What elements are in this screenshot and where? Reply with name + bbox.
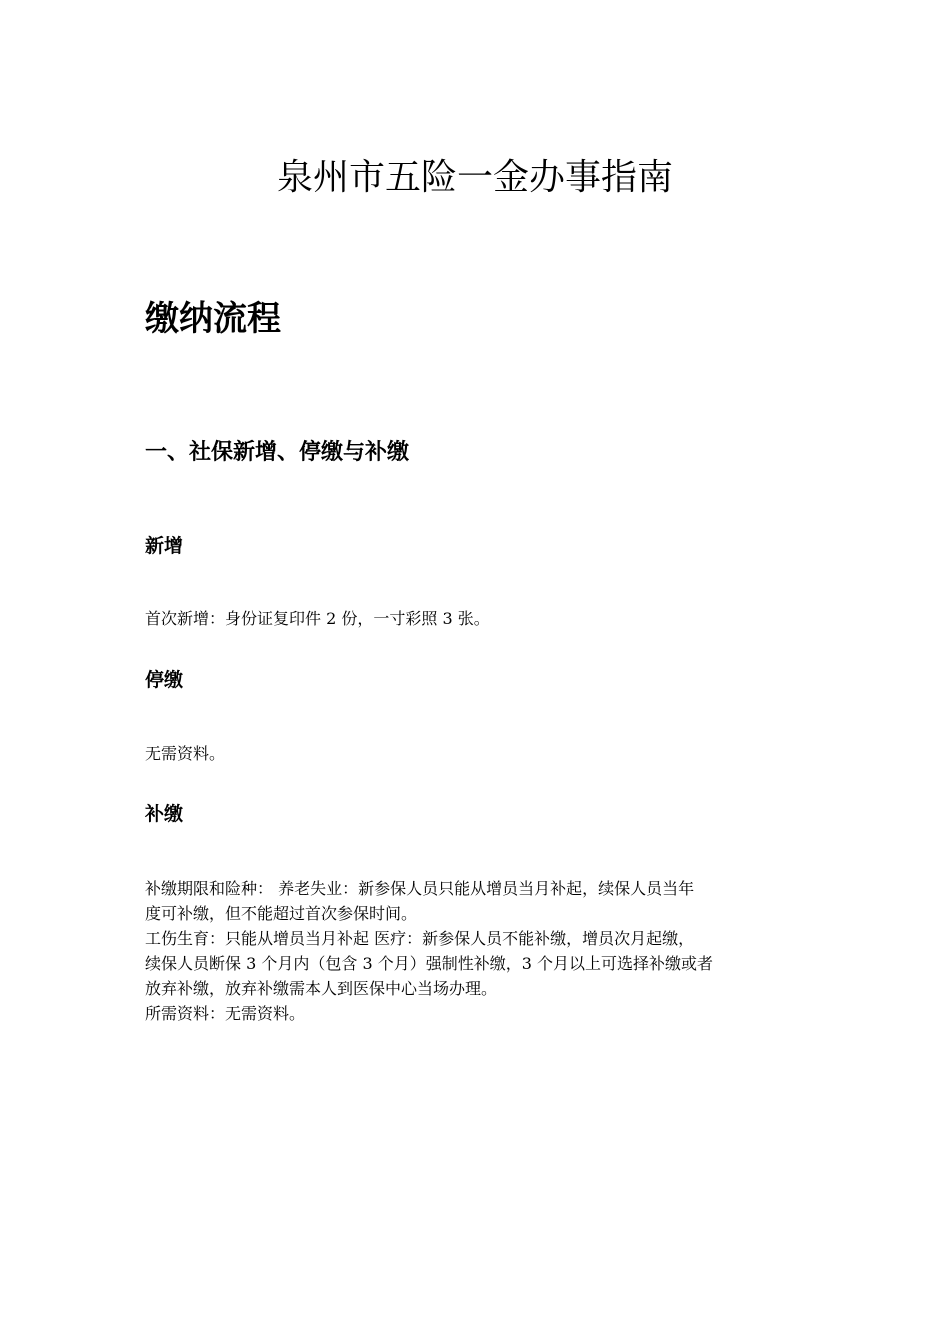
paragraph-new-enrollment [145,606,810,631]
text-line: 所需资料：无需资料。 [145,1004,306,1023]
text-line: 工伤生育：只能从增员当月补起 医疗：新参保人员不能补缴，增员次月起缴， [145,929,695,948]
text-line: 补缴期限和险种： 养老失业：新参保人员只能从增员当月补起，续保人员当年 [145,879,695,898]
heading-stop-payment: 停缴 [145,669,184,691]
text-line: 无需资料。 [145,744,226,763]
heading-new-enrollment: 新增 [145,535,184,557]
subsection-heading: 一、社保新增、停缴与补缴 [145,439,410,465]
heading-back-payment: 补缴 [145,803,184,825]
section-heading: 缴纳流程 [145,299,281,339]
document-title: 泉州市五险一金办事指南 [276,157,673,198]
paragraph-back-payment [145,876,810,1026]
paragraph-stop-payment [145,741,810,766]
text-line: 续保人员断保 3 个月内（包含 3 个月）强制性补缴，3 个月以上可选择补缴或者 [145,954,713,973]
text-line: 首次新增：身份证复印件 2 份，一寸彩照 3 张。 [145,609,490,628]
text-line: 放弃补缴，放弃补缴需本人到医保中心当场办理。 [145,979,498,998]
text-line: 度可补缴，但不能超过首次参保时间。 [145,904,418,923]
